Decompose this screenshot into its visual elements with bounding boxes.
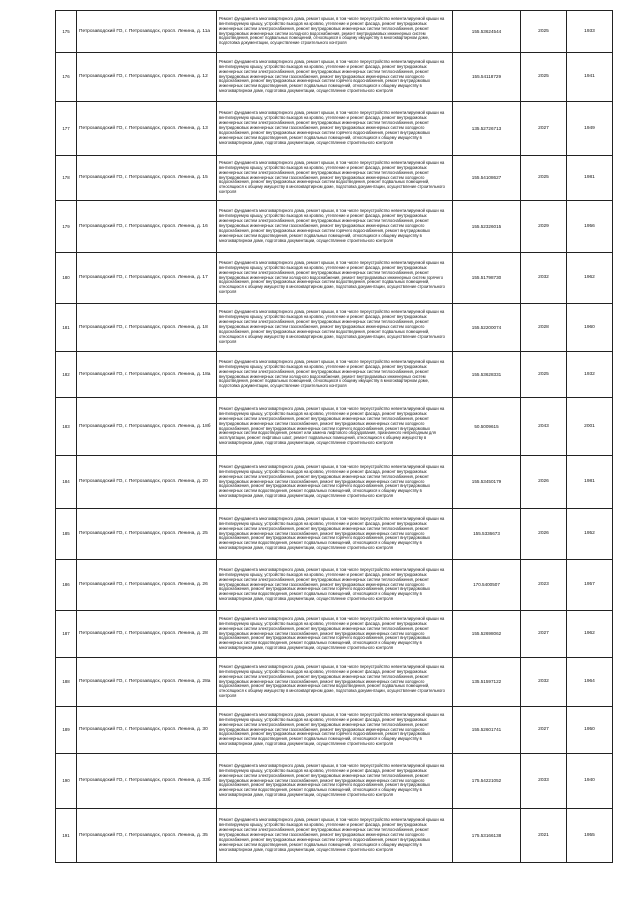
address-cell: Петрозаводский ГО, г. Петрозаводск, просп. Ленина, д. 16 — [77, 201, 217, 253]
table-body — [56, 11, 613, 863]
address-cell: Петрозаводский ГО, г. Петрозаводск, просп. Ленина, д. 12 — [77, 53, 217, 102]
build-year-cell: 1981 — [567, 156, 613, 201]
row-number-cell: 177 — [56, 102, 77, 156]
address-cell: Петрозаводский ГО, г. Петрозаводск, просп. Ленина, д. 20 — [77, 456, 217, 509]
table-row — [56, 658, 613, 707]
cost-value-cell: 155.53624544 — [453, 11, 521, 53]
address-cell: Петрозаводский ГО, г. Петрозаводск, просп. Ленина, д. 33б — [77, 754, 217, 809]
works-list-cell: Ремонт фундамента многоквартирного дома, ремонт крыши, в том числе переустройство невентилируемой крыши на вентилируемую крышу, устройство выходов на кровлю, утепление и ремонт фасада, ремонт внутридомовых инженерных систем электроснабжения, ремонт внутридомовых инженерных систем теплоснабжения, ремонт внутридомовых инженерных систем газоснабжения, ремонт внутридомовых инженерных систем холодного водоснабжения, ремонт внутридомовых инженерных систем горячего водоснабжения, ремонт внутридомовых инженерных систем водоотведения, ремонт подвальных помещений, относящихся к общему имуществу в многоквартирном доме, подготовка документации, осуществление строительного контроля — [217, 809, 453, 863]
cost-value-cell: 155.53628331 — [453, 352, 521, 398]
plan-year-cell: 2029 — [521, 201, 567, 253]
cost-value-cell: 155.5336673 — [453, 509, 521, 560]
build-year-cell: 1949 — [567, 102, 613, 156]
plan-year-cell: 2023 — [521, 560, 567, 611]
address-cell: Петрозаводский ГО, г. Петрозаводск, просп. Ленина, д. 15 — [77, 156, 217, 201]
build-year-cell: 1952 — [567, 509, 613, 560]
plan-year-cell: 2032 — [521, 253, 567, 304]
build-year-cell: 1962 — [567, 611, 613, 658]
plan-year-cell: 2028 — [521, 304, 567, 352]
row-number-cell: 185 — [56, 509, 77, 560]
row-number-cell: 181 — [56, 304, 77, 352]
works-list-cell: Ремонт фундамента многоквартирного дома, ремонт крыши, в том числе переустройство невентилируемой крыши на вентилируемую крышу, устройство выходов на кровлю, утепление и ремонт фасада, ремонт внутридомовых инженерных систем электроснабжения, ремонт внутридомовых инженерных систем теплоснабжения, ремонт внутридомовых инженерных систем холодного водоснабжения, ремонт внутридомовых инженерных систем горячего водоснабжения, ремонт внутридомовых инженерных систем водоотведения, ремонт подвальных помещений, относящихся к общему имуществу в многоквартирном доме, подготовка документации, осуществление строительного контроля — [217, 253, 453, 304]
row-number-cell: 186 — [56, 560, 77, 611]
build-year-cell: 1950 — [567, 707, 613, 754]
cost-value-cell: 170.5400507 — [453, 560, 521, 611]
table-row — [56, 754, 613, 809]
build-year-cell: 1941 — [567, 53, 613, 102]
address-cell: Петрозаводский ГО, г. Петрозаводск, просп. Ленина, д. 28 — [77, 611, 217, 658]
row-number-cell: 175 — [56, 11, 77, 53]
cost-value-cell: 135.52726713 — [453, 102, 521, 156]
build-year-cell: 1964 — [567, 658, 613, 707]
build-year-cell: 1955 — [567, 809, 613, 863]
works-list-cell: Ремонт фундамента многоквартирного дома, ремонт крыши, в том числе переустройство невентилируемой крыши на вентилируемую крышу, устройство выходов на кровлю, утепление и ремонт фасада, ремонт внутридомовых инженерных систем электроснабжения, ремонт внутридомовых инженерных систем теплоснабжения, ремонт внутридомовых инженерных систем газоснабжения, ремонт внутридомовых инженерных систем холодного водоснабжения, ремонт внутридомовых инженерных систем водоотведения, ремонт подвальных помещений, относящихся к общему имуществу в многоквартирном доме, подготовка документации, осуществление строительного контроля — [217, 304, 453, 352]
row-number-cell: 179 — [56, 201, 77, 253]
cost-value-cell: 155.52200074 — [453, 304, 521, 352]
address-cell: Петрозаводский ГО, г. Петрозаводск, просп. Ленина, д. 35 — [77, 809, 217, 863]
works-list-cell: Ремонт фундамента многоквартирного дома, ремонт крыши, в том числе переустройство невентилируемой крыши на вентилируемую крышу, устройство выходов на кровлю, утепление и ремонт фасада, ремонт внутридомовых инженерных систем электроснабжения, ремонт внутридомовых инженерных систем теплоснабжения, ремонт внутридомовых инженерных систем газоснабжения, ремонт внутридомовых инженерных систем холодного водоснабжения, ремонт внутридомовых инженерных систем горячего водоснабжения, ремонт внутридомовых инженерных систем водоотведения, ремонт подвальных помещений, относящихся к общему имуществу в многоквартирном доме, подготовка документации, осуществление строительного контроля — [217, 53, 453, 102]
cost-value-cell: 175.53166138 — [453, 809, 521, 863]
address-cell: Петрозаводский ГО, г. Петрозаводск, просп. Ленина, д. 18б — [77, 398, 217, 456]
works-list-cell: Ремонт фундамента многоквартирного дома, ремонт крыши, в том числе переустройство невентилируемой крыши на вентилируемую крышу, устройство выходов на кровлю, утепление и ремонт фасада, ремонт внутридомовых инженерных систем электроснабжения, ремонт внутридомовых инженерных систем теплоснабжения, ремонт внутридомовых инженерных систем газоснабжения, ремонт внутридомовых инженерных систем холодного водоснабжения, ремонт внутридомовых инженерных систем горячего водоснабжения, ремонт внутридомовых инженерных систем водоотведения, ремонт подвальных помещений, относящихся к общему имуществу в многоквартирном доме, подготовка документации, осуществление строительного контроля — [217, 456, 453, 509]
row-number-cell: 187 — [56, 611, 77, 658]
address-cell: Петрозаводский ГО, г. Петрозаводск, просп. Ленина, д. 11а — [77, 11, 217, 53]
works-list-cell: Ремонт фундамента многоквартирного дома, ремонт крыши, в том числе переустройство невентилируемой крыши на вентилируемую крышу, устройство выходов на кровлю, утепление и ремонт фасада, ремонт внутридомовых инженерных систем электроснабжения, ремонт внутридомовых инженерных систем теплоснабжения, ремонт внутридомовых инженерных систем газоснабжения, ремонт внутридомовых инженерных систем холодного водоснабжения, ремонт внутридомовых инженерных систем горячего водоснабжения, ремонт внутридомовых инженерных систем водоотведения, ремонт подвальных помещений, относящихся к общему имуществу в многоквартирном доме, подготовка документации, осуществление строительного контроля — [217, 201, 453, 253]
plan-year-cell: 2032 — [521, 658, 567, 707]
build-year-cell: 1962 — [567, 253, 613, 304]
works-list-cell: Ремонт фундамента многоквартирного дома, ремонт крыши, в том числе переустройство невентилируемой крыши на вентилируемую крышу, устройство выходов на кровлю, утепление и ремонт фасада, ремонт внутридомовых инженерных систем электроснабжения, ремонт внутридомовых инженерных систем теплоснабжения, ремонт внутридомовых инженерных систем газоснабжения, ремонт внутридомовых инженерных систем холодного водоснабжения, ремонт внутридомовых инженерных систем водоотведения, ремонт подвальных помещений, относящихся к общему имуществу в многоквартирном доме, подготовка документации, осуществление строительного контроля — [217, 658, 453, 707]
table-row — [56, 560, 613, 611]
row-number-cell: 180 — [56, 253, 77, 304]
works-list-cell: Ремонт фундамента многоквартирного дома, ремонт крыши, в том числе переустройство невентилируемой крыши на вентилируемую крышу, устройство выходов на кровлю, утепление и ремонт фасада, ремонт внутридомовых инженерных систем электроснабжения, ремонт внутридомовых инженерных систем теплоснабжения, ремонт внутридомовых инженерных систем холодного водоснабжения, ремонт внутридомовых инженерных систем водоотведения, ремонт подвальных помещений, относящихся к общему имуществу в многоквартирном доме, подготовка документации, осуществление строительного контроля — [217, 352, 453, 398]
plan-year-cell: 2043 — [521, 398, 567, 456]
table-row — [56, 398, 613, 456]
table-row — [56, 11, 613, 53]
table-row — [56, 201, 613, 253]
plan-year-cell: 2025 — [521, 156, 567, 201]
table-row — [56, 253, 613, 304]
build-year-cell: 1957 — [567, 560, 613, 611]
build-year-cell: 2001 — [567, 398, 613, 456]
plan-year-cell: 2025 — [521, 11, 567, 53]
address-cell: Петрозаводский ГО, г. Петрозаводск, просп. Ленина, д. 25 — [77, 509, 217, 560]
table-row — [56, 102, 613, 156]
table-row — [56, 352, 613, 398]
works-list-cell: Ремонт фундамента многоквартирного дома, ремонт крыши, в том числе переустройство невентилируемой крыши на вентилируемую крышу, устройство выходов на кровлю, утепление и ремонт фасада, ремонт внутридомовых инженерных систем электроснабжения, ремонт внутридомовых инженерных систем теплоснабжения, ремонт внутридомовых инженерных систем холодного водоснабжения, ремонт внутридомовых инженерных систем водоотведения, ремонт подвальных помещений, относящихся к общему имуществу в многоквартирном доме, подготовка документации, осуществление строительного контроля — [217, 11, 453, 53]
address-cell: Петрозаводский ГО, г. Петрозаводск, просп. Ленина, д. 26 — [77, 560, 217, 611]
address-cell: Петрозаводский ГО, г. Петрозаводск, просп. Ленина, д. 30 — [77, 707, 217, 754]
table-row — [56, 156, 613, 201]
row-number-cell: 178 — [56, 156, 77, 201]
cost-value-cell: 155.54118729 — [453, 53, 521, 102]
cost-value-cell: 155.52698062 — [453, 611, 521, 658]
row-number-cell: 188 — [56, 658, 77, 707]
works-list-cell: Ремонт фундамента многоквартирного дома, ремонт крыши, в том числе переустройство невентилируемой крыши на вентилируемую крышу, устройство выходов на кровлю, утепление и ремонт фасада, ремонт внутридомовых инженерных систем электроснабжения, ремонт внутридомовых инженерных систем теплоснабжения, ремонт внутридомовых инженерных систем газоснабжения, ремонт внутридомовых инженерных систем холодного водоснабжения, ремонт внутридомовых инженерных систем водоотведения, ремонт подвальных помещений, относящихся к общему имуществу в многоквартирном доме, подготовка документации, осуществление строительного контроля — [217, 156, 453, 201]
address-cell: Петрозаводский ГО, г. Петрозаводск, просп. Ленина, д. 13 — [77, 102, 217, 156]
plan-year-cell: 2026 — [521, 509, 567, 560]
plan-year-cell: 2033 — [521, 754, 567, 809]
program-table-page — [55, 10, 612, 863]
plan-year-cell: 2027 — [521, 611, 567, 658]
table-row — [56, 611, 613, 658]
table-row — [56, 809, 613, 863]
works-list-cell: Ремонт фундамента многоквартирного дома, ремонт крыши, в том числе переустройство невентилируемой крыши на вентилируемую крышу, устройство выходов на кровлю, утепление и ремонт фасада, ремонт внутридомовых инженерных систем электроснабжения, ремонт внутридомовых инженерных систем теплоснабжения, ремонт внутридомовых инженерных систем газоснабжения, ремонт внутридомовых инженерных систем холодного водоснабжения, ремонт внутридомовых инженерных систем горячего водоснабжения, ремонт внутридомовых инженерных систем водоотведения, ремонт подвальных помещений, относящихся к общему имуществу в многоквартирном доме, подготовка документации, осуществление строительного контроля — [217, 611, 453, 658]
table-row — [56, 509, 613, 560]
table-row — [56, 304, 613, 352]
plan-year-cell: 2025 — [521, 352, 567, 398]
row-number-cell: 183 — [56, 398, 77, 456]
plan-year-cell: 2025 — [521, 53, 567, 102]
cost-value-cell: 155.52326015 — [453, 201, 521, 253]
build-year-cell: 1940 — [567, 754, 613, 809]
cost-value-cell: 155.51798730 — [453, 253, 521, 304]
address-cell: Петрозаводский ГО, г. Петрозаводск, просп. Ленина, д. 17 — [77, 253, 217, 304]
table-row — [56, 456, 613, 509]
cost-value-cell: 155.54108627 — [453, 156, 521, 201]
works-list-cell: Ремонт фундамента многоквартирного дома, ремонт крыши, в том числе переустройство невентилируемой крыши на вентилируемую крышу, устройство выходов на кровлю, утепление и ремонт фасада, ремонт внутридомовых инженерных систем электроснабжения, ремонт внутридомовых инженерных систем теплоснабжения, ремонт внутридомовых инженерных систем газоснабжения, ремонт внутридомовых инженерных систем холодного водоснабжения, ремонт внутридомовых инженерных систем горячего водоснабжения, ремонт внутридомовых инженерных систем водоотведения, ремонт подвальных помещений, относящихся к общему имуществу в многоквартирном доме, подготовка документации, осуществление строительного контроля — [217, 509, 453, 560]
plan-year-cell: 2026 — [521, 456, 567, 509]
works-list-cell: Ремонт фундамента многоквартирного дома, ремонт крыши, в том числе переустройство невентилируемой крыши на вентилируемую крышу, устройство выходов на кровлю, утепление и ремонт фасада, ремонт внутридомовых инженерных систем электроснабжения, ремонт внутридомовых инженерных систем теплоснабжения, ремонт внутридомовых инженерных систем газоснабжения, ремонт внутридомовых инженерных систем холодного водоснабжения, ремонт внутридомовых инженерных систем горячего водоснабжения, ремонт внутридомовых инженерных систем водоотведения, ремонт подвальных помещений, относящихся к общему имуществу в многоквартирном доме, подготовка документации, осуществление строительного контроля — [217, 707, 453, 754]
cost-value-cell: 50.5009615 — [453, 398, 521, 456]
row-number-cell: 190 — [56, 754, 77, 809]
row-number-cell: 182 — [56, 352, 77, 398]
build-year-cell: 1981 — [567, 456, 613, 509]
address-cell: Петрозаводский ГО, г. Петрозаводск, просп. Ленина, д. 28а — [77, 658, 217, 707]
plan-year-cell: 2027 — [521, 707, 567, 754]
cost-value-cell: 135.51597122 — [453, 658, 521, 707]
address-cell: Петрозаводский ГО, г. Петрозаводск, просп. Ленина, д. 18а — [77, 352, 217, 398]
build-year-cell: 1960 — [567, 304, 613, 352]
address-cell: Петрозаводский ГО, г. Петрозаводск, просп. Ленина, д. 18 — [77, 304, 217, 352]
works-list-cell: Ремонт фундамента многоквартирного дома, ремонт крыши, в том числе переустройство невентилируемой крыши на вентилируемую крышу, устройство выходов на кровлю, утепление и ремонт фасада, ремонт внутридомовых инженерных систем электроснабжения, ремонт внутридомовых инженерных систем теплоснабжения, ремонт внутридомовых инженерных систем газоснабжения, ремонт внутридомовых инженерных систем холодного водоснабжения, ремонт внутридомовых инженерных систем горячего водоснабжения, ремонт внутридомовых инженерных систем водоотведения, ремонт или замена лифтового оборудования, признанного непригодным для эксплуатации, ремонт лифтовых шахт, ремонт подвальных помещений, относящихся к общему имуществу в многоквартирном доме, подготовка документации, осуществление строительного контроля — [217, 398, 453, 456]
works-list-cell: Ремонт фундамента многоквартирного дома, ремонт крыши, в том числе переустройство невентилируемой крыши на вентилируемую крышу, устройство выходов на кровлю, утепление и ремонт фасада, ремонт внутридомовых инженерных систем электроснабжения, ремонт внутридомовых инженерных систем теплоснабжения, ремонт внутридомовых инженерных систем газоснабжения, ремонт внутридомовых инженерных систем холодного водоснабжения, ремонт внутридомовых инженерных систем горячего водоснабжения, ремонт внутридомовых инженерных систем водоотведения, ремонт подвальных помещений, относящихся к общему имуществу в многоквартирном доме, подготовка документации, осуществление строительного контроля — [217, 560, 453, 611]
build-year-cell: 1933 — [567, 11, 613, 53]
works-list-cell: Ремонт фундамента многоквартирного дома, ремонт крыши, в том числе переустройство невентилируемой крыши на вентилируемую крышу, устройство выходов на кровлю, утепление и ремонт фасада, ремонт внутридомовых инженерных систем электроснабжения, ремонт внутридомовых инженерных систем теплоснабжения, ремонт внутридомовых инженерных систем газоснабжения, ремонт внутридомовых инженерных систем холодного водоснабжения, ремонт внутридомовых инженерных систем горячего водоснабжения, ремонт внутридомовых инженерных систем водоотведения, ремонт подвальных помещений, относящихся к общему имуществу в многоквартирном доме, подготовка документации, осуществление строительного контроля — [217, 102, 453, 156]
cost-value-cell: 155.53450179 — [453, 456, 521, 509]
row-number-cell: 189 — [56, 707, 77, 754]
table-row — [56, 707, 613, 754]
plan-year-cell: 2027 — [521, 102, 567, 156]
row-number-cell: 191 — [56, 809, 77, 863]
row-number-cell: 184 — [56, 456, 77, 509]
works-list-cell: Ремонт фундамента многоквартирного дома, ремонт крыши, в том числе переустройство невентилируемой крыши на вентилируемую крышу, устройство выходов на кровлю, утепление и ремонт фасада, ремонт внутридомовых инженерных систем электроснабжения, ремонт внутридомовых инженерных систем теплоснабжения, ремонт внутридомовых инженерных систем газоснабжения, ремонт внутридомовых инженерных систем холодного водоснабжения, ремонт внутридомовых инженерных систем горячего водоснабжения, ремонт внутридомовых инженерных систем водоотведения, ремонт подвальных помещений, относящихся к общему имуществу в многоквартирном доме, подготовка документации, осуществление строительного контроля — [217, 754, 453, 809]
build-year-cell: 1956 — [567, 201, 613, 253]
cost-value-cell: 175.54221052 — [453, 754, 521, 809]
plan-year-cell: 2021 — [521, 809, 567, 863]
housing-repair-table — [55, 10, 613, 863]
cost-value-cell: 155.52601741 — [453, 707, 521, 754]
row-number-cell: 176 — [56, 53, 77, 102]
build-year-cell: 1932 — [567, 352, 613, 398]
table-row — [56, 53, 613, 102]
